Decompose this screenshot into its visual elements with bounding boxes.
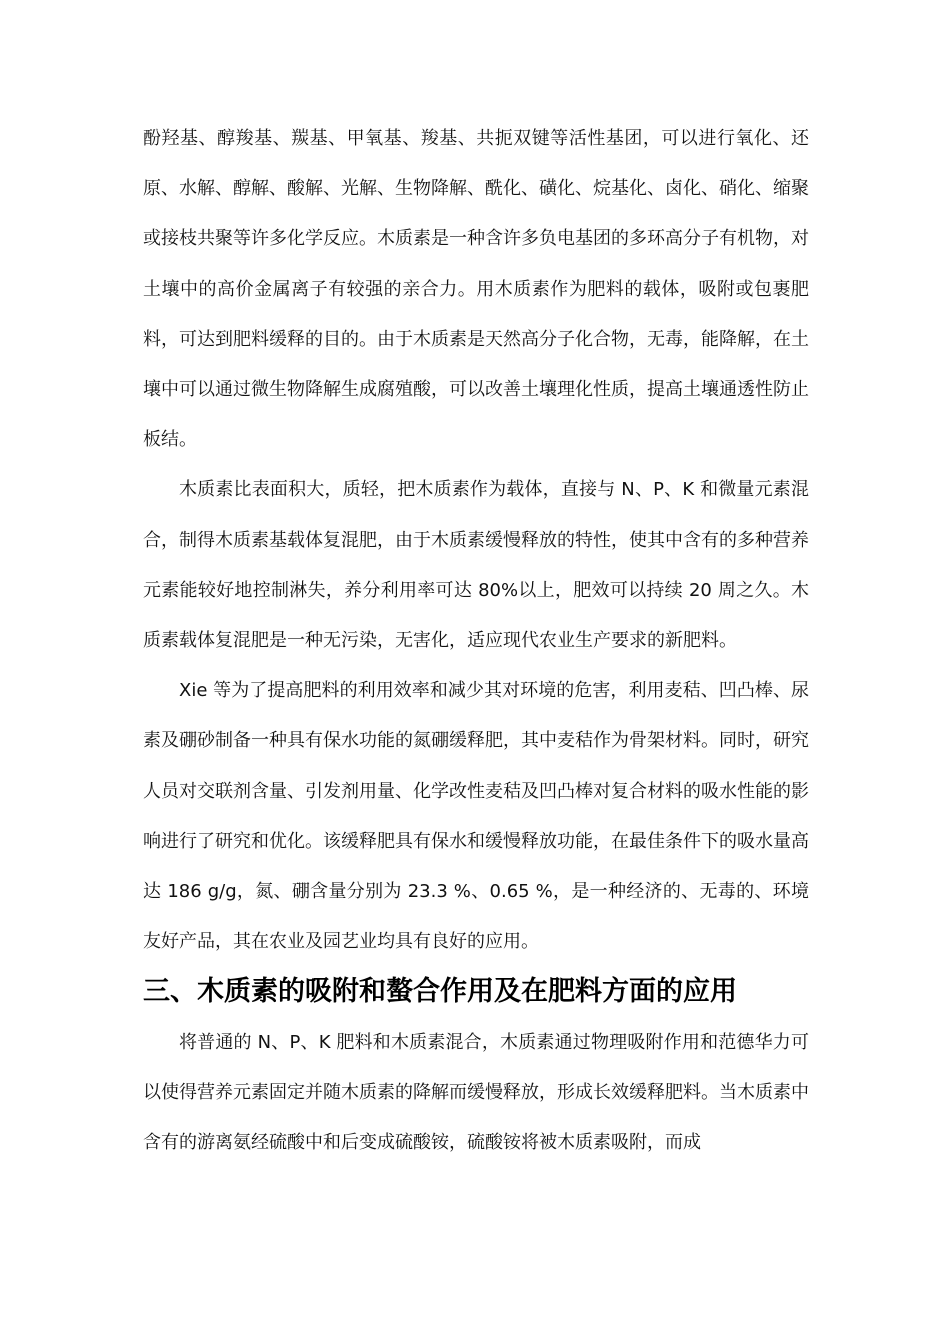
paragraph-lignin-carrier-fertilizer: 木质素比表面积大，质轻，把木质素作为载体，直接与 N、P、K 和微量元素混合，制得木质素基载体复混肥，由于木质素缓慢释放的特性，使其中含有的多种营养元素能较好地控制淋失，养分利用率可达 80%以上，肥效可以持续 20 周之久。木质素载体复混肥是一种无污染，无害化，适应现代农业生产要求的新肥料。 <box>143 479 809 652</box>
paragraph-adsorption-chelation: 将普通的 N、P、K 肥料和木质素混合，木质素通过物理吸附作用和范德华力可以使得营养元素固定并随木质素的降解而缓慢释放，形成长效缓释肥料。当木质素中含有的游离氨经硫酸中和后变成硫酸铵，硫酸铵将被木质素吸附，而成 <box>143 1031 809 1154</box>
section-heading: 三、木质素的吸附和螯合作用及在肥料方面的应用 <box>143 976 737 1008</box>
paragraph-lignin-reactivity: 酚羟基、醇羧基、羰基、甲氧基、羧基、共扼双键等活性基团，可以进行氧化、还原、水解、醇解、酸解、光解、生物降解、酰化、磺化、烷基化、卤化、硝化、缩聚或接枝共聚等许多化学反应。木质素是一种含许多负电基团的多环高分子有机物，对土壤中的高价金属离子有较强的亲合力。用木质素作为肥料的载体，吸附或包裹肥料，可达到肥料缓释的目的。由于木质素是天然高分子化合物，无毒，能降解，在土壤中可以通过微生物降解生成腐殖酸，可以改善土壤理化性质，提高土壤通透性防止板结。 <box>143 128 809 451</box>
paragraph-xie-slow-release: Xie 等为了提高肥料的利用效率和减少其对环境的危害，利用麦秸、凹凸棒、尿素及硼砂制备一种具有保水功能的氮硼缓释肥，其中麦秸作为骨架材料。同时，研究人员对交联剂含量、引发剂用量、化学改性麦秸及凹凸棒对复合材料的吸水性能的影响进行了研究和优化。该缓释肥具有保水和缓慢释放功能，在最佳条件下的吸水量高达 186 g/g，氮、硼含量分别为 23.3 %、0.65 %，是一种经济的、无毒的、环境友好产品，其在农业及园艺业均具有良好的应用。 <box>143 680 809 953</box>
document-body <box>143 114 809 1168</box>
